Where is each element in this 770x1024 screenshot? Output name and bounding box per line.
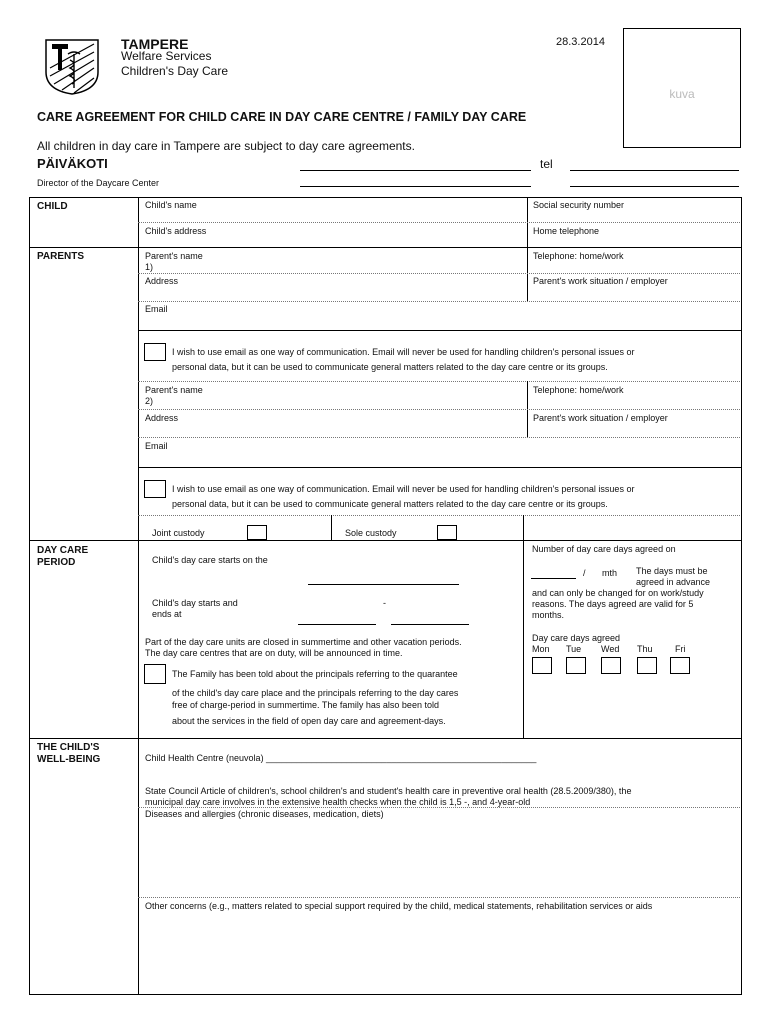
summer-info-line2: The day care centres that are on duty, will be announced in time. xyxy=(145,648,403,658)
parent1-work-label: Parent's work situation / employer xyxy=(533,276,668,286)
parent2-consent-line2: personal data, but it can be used to communicate general matters related to the day care centre or its groups. xyxy=(172,499,608,509)
weekday-mon-checkbox[interactable] xyxy=(532,657,552,674)
parent2-work-label: Parent's work situation / employer xyxy=(533,413,668,423)
council-article-line2: municipal day care involves in the extensive health checks when the child is 1,5 -, and 4-year-old xyxy=(145,797,531,807)
starts-on-label: Child's day care starts on the xyxy=(152,555,268,565)
intro-text: All children in day care in Tampere are subject to day care agreements. xyxy=(37,139,415,153)
director-label: Director of the Daycare Center xyxy=(37,178,160,188)
director-tel-line[interactable] xyxy=(570,186,739,187)
section-day-care-period-line2: PERIOD xyxy=(37,557,76,568)
sole-custody-checkbox[interactable] xyxy=(437,525,457,540)
month-label: mth xyxy=(602,568,618,578)
summer-info-line1: Part of the day care units are closed in summertime and other vacation periods. xyxy=(145,637,462,647)
photo-box[interactable] xyxy=(623,28,741,148)
city-name: TAMPERE xyxy=(121,36,189,52)
start-time-line[interactable] xyxy=(298,624,376,625)
parent1-name-label: Parent's name xyxy=(145,251,203,261)
family-informed-line4: about the services in the field of open day care and agreement-days. xyxy=(172,716,446,726)
photo-placeholder-label: kuva xyxy=(669,87,695,101)
days-note-line2: agreed in advance xyxy=(636,577,711,587)
director-line[interactable] xyxy=(300,186,531,187)
day-times-label-line2: ends at xyxy=(152,609,182,619)
parent1-tel-label: Telephone: home/work xyxy=(533,251,624,261)
section-wellbeing-line1: THE CHILD'S xyxy=(37,742,100,753)
section-child: CHILD xyxy=(37,201,68,212)
health-centre-field[interactable]: Child Health Centre (neuvola) ______________________________________________________ xyxy=(145,753,537,763)
time-range-dash: - xyxy=(383,598,386,608)
parent2-address-label: Address xyxy=(145,413,179,423)
ssn-label: Social security number xyxy=(533,200,625,210)
parent1-email-consent-checkbox[interactable] xyxy=(144,343,166,361)
parent2-email-label: Email xyxy=(145,441,168,451)
joint-custody-label: Joint custody xyxy=(152,528,205,538)
family-informed-line3: free of charge-period in summertime. The family has also been told xyxy=(172,700,439,710)
parent2-tel-label: Telephone: home/work xyxy=(533,385,624,395)
joint-custody-checkbox[interactable] xyxy=(247,525,267,540)
days-note-line3: and can only be changed for on work/study xyxy=(532,588,704,598)
tel-label: tel xyxy=(540,157,553,171)
coat-of-arms-icon xyxy=(44,38,100,96)
other-concerns-label: Other concerns (e.g., matters related to special support required by the child, medical statements, rehabilitation services or aids xyxy=(145,901,653,911)
child-address-label: Child's address xyxy=(145,226,207,236)
weekday-mon-label: Mon xyxy=(532,644,550,654)
unit-name: Children's Day Care xyxy=(121,64,228,78)
family-informed-line2: of the child's day care place and the principals referring to the day cares xyxy=(172,688,459,698)
city-logo xyxy=(44,38,100,96)
weekday-wed-checkbox[interactable] xyxy=(601,657,621,674)
diseases-allergies-label: Diseases and allergies (chronic diseases, medication, diets) xyxy=(145,809,384,819)
days-slash: / xyxy=(583,568,586,578)
sole-custody-label: Sole custody xyxy=(345,528,397,538)
family-informed-line1: The Family has been told about the principals referring to the quarantee xyxy=(172,669,458,679)
day-times-label-line1: Child's day starts and xyxy=(152,598,238,608)
parent1-consent-line1: I wish to use email as one way of communication. Email will never be used for handling children's personal issues or xyxy=(172,347,635,357)
section-day-care-period-line1: DAY CARE xyxy=(37,545,89,556)
parent2-name-label: Parent's name xyxy=(145,385,203,395)
weekday-fri-checkbox[interactable] xyxy=(670,657,690,674)
parent1-number: 1) xyxy=(145,262,154,272)
parent2-consent-line1: I wish to use email as one way of communication. Email will never be used for handling children's personal issues or xyxy=(172,484,635,494)
parent2-email-consent-checkbox[interactable] xyxy=(144,480,166,498)
weekday-fri-label: Fri xyxy=(675,644,686,654)
weekday-thu-label: Thu xyxy=(637,644,653,654)
days-note-line1: The days must be xyxy=(636,566,708,576)
unit-label: PÄIVÄKOTI xyxy=(37,156,108,171)
parent1-address-label: Address xyxy=(145,276,179,286)
department-name: Welfare Services xyxy=(121,49,212,63)
section-wellbeing-line2: WELL-BEING xyxy=(37,754,101,765)
days-count-line[interactable] xyxy=(531,578,576,579)
end-time-line[interactable] xyxy=(391,624,469,625)
days-note-line5: months. xyxy=(532,610,565,620)
family-informed-checkbox[interactable] xyxy=(144,664,166,684)
days-note-line4: reasons. The days agreed are valid for 5 xyxy=(532,599,694,609)
weekday-tue-checkbox[interactable] xyxy=(566,657,586,674)
section-column-divider xyxy=(138,197,139,994)
parent2-number: 2) xyxy=(145,396,154,406)
weekday-wed-label: Wed xyxy=(601,644,620,654)
weekday-thu-checkbox[interactable] xyxy=(637,657,657,674)
parent1-consent-line2: personal data, but it can be used to communicate general matters related to the day care centre or its groups. xyxy=(172,362,608,372)
section-parents: PARENTS xyxy=(37,251,85,262)
document-date: 28.3.2014 xyxy=(556,36,605,48)
start-date-line[interactable] xyxy=(308,584,459,585)
form-title: CARE AGREEMENT FOR CHILD CARE IN DAY CARE CENTRE / FAMILY DAY CARE xyxy=(37,110,527,124)
weekday-tue-label: Tue xyxy=(566,644,582,654)
child-name-label: Child's name xyxy=(145,200,197,210)
days-agreed-label: Number of day care days agreed on xyxy=(532,544,676,554)
weekdays-agreed-label: Day care days agreed xyxy=(532,633,621,643)
tel-line[interactable] xyxy=(570,170,739,171)
unit-name-line[interactable] xyxy=(300,170,531,171)
council-article-line1: State Council Article of children's, school children's and student's health care in preventive oral health (28.5.2009/380), the xyxy=(145,786,632,796)
parent1-email-label: Email xyxy=(145,304,168,314)
home-tel-label: Home telephone xyxy=(533,226,600,236)
